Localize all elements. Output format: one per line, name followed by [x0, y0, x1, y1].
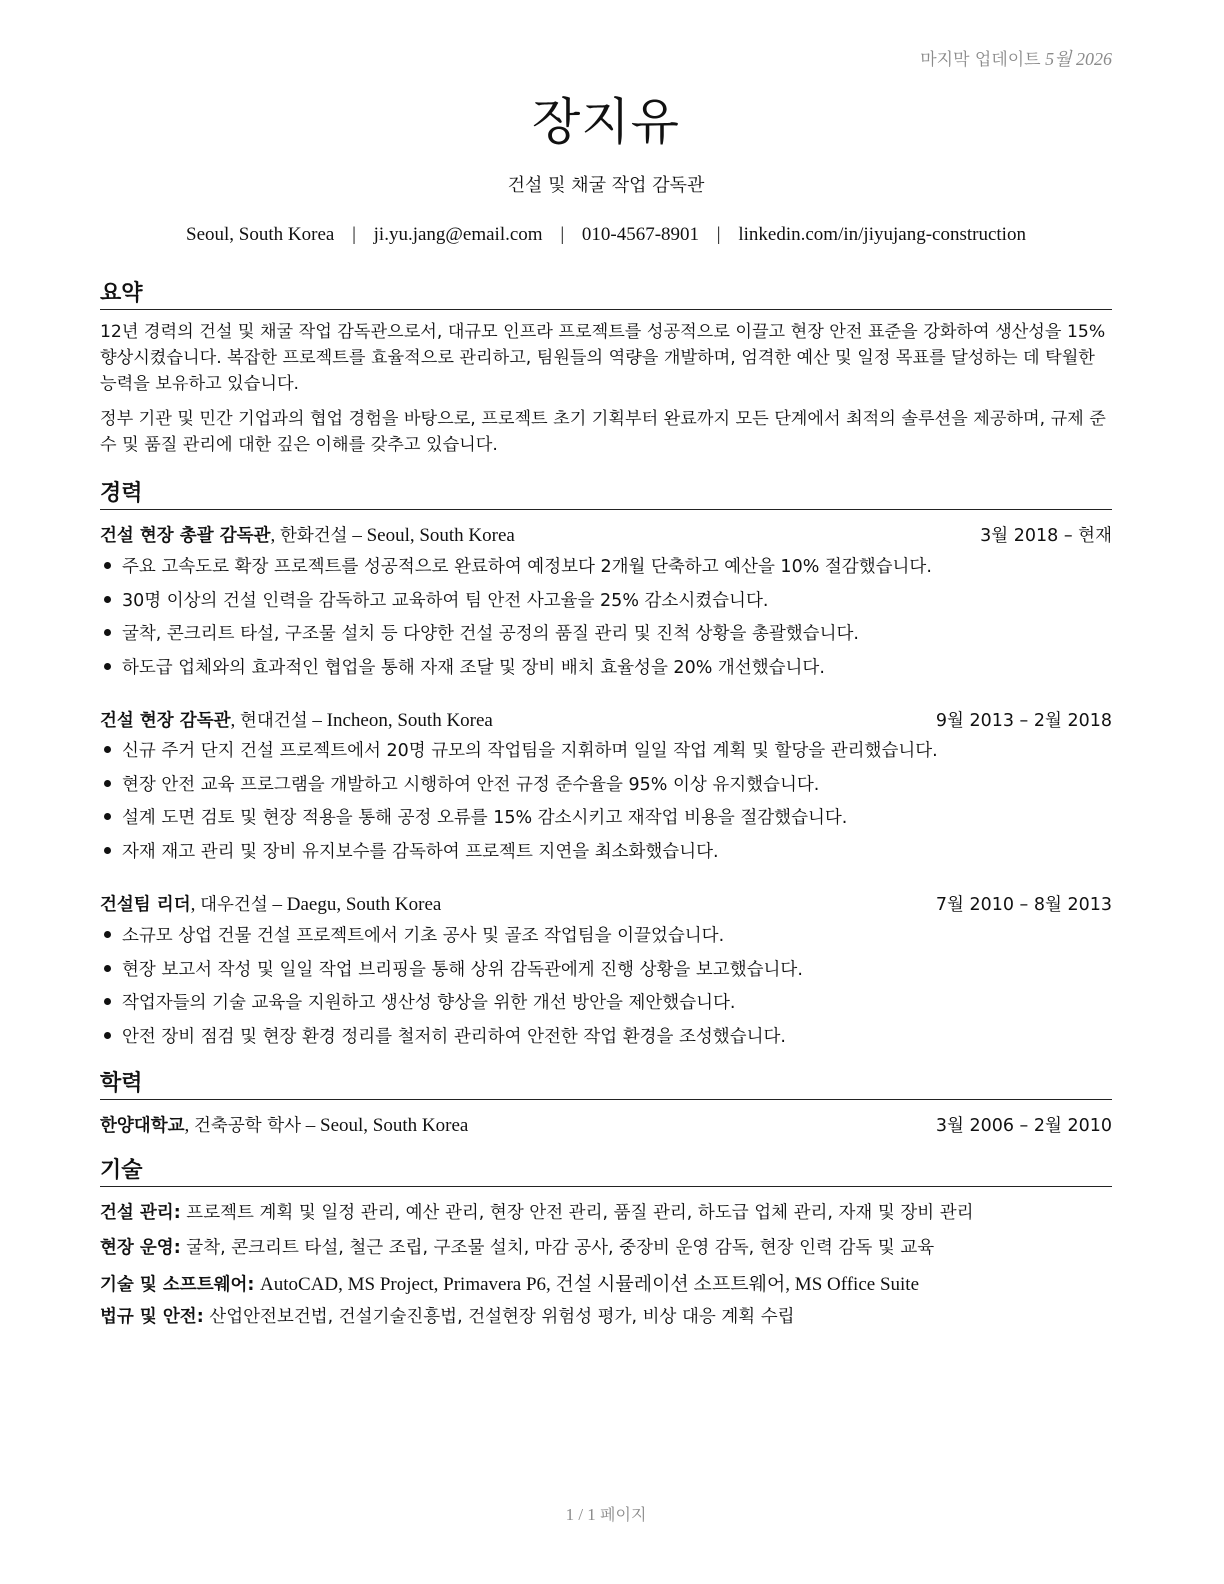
skill-label: 현장 운영:	[100, 1238, 181, 1258]
education-school: 한양대학교	[100, 1116, 185, 1136]
last-updated	[920, 45, 1112, 71]
job-location: Incheon, South Korea	[326, 710, 493, 731]
last-updated-label: 마지막 업데이트	[920, 50, 1041, 70]
contact-email[interactable]: ji.yu.jang@email.com	[373, 224, 543, 245]
list-item: 신규 주거 단지 건설 프로젝트에서 20명 규모의 작업팀을 지휘하며 일일 작업 계획 및 할당을 관리했습니다.	[100, 737, 1112, 771]
job-role: 건설팀 리더	[100, 895, 191, 915]
job-dates: 7월 2010 – 8월 2013	[935, 895, 1112, 915]
contact-phone[interactable]: 010-4567-8901	[581, 224, 700, 245]
contact-linkedin[interactable]: linkedin.com/in/jiyujang-construction	[738, 224, 1026, 245]
skill-line	[100, 1303, 1112, 1328]
list-item: 하도급 업체와의 효과적인 협업을 통해 자재 조달 및 장비 배치 효율성을 20% 개선했습니다.	[100, 654, 1112, 688]
list-item: 30명 이상의 건설 인력을 감독하고 교육하여 팀 안전 사고율을 25% 감소시켰습니다.	[100, 587, 1112, 621]
job-location: Daegu, South Korea	[286, 894, 442, 915]
job-role: 건설 현장 총괄 감독관	[100, 526, 271, 546]
job-bullets	[100, 553, 1112, 688]
page-number: 1 / 1	[565, 1505, 596, 1524]
education-degree: 건축공학 학사	[194, 1116, 302, 1136]
skill-value: AutoCAD, MS Project, Primavera P6, 건설 시뮬레이션 소프트웨어, MS Office Suite	[260, 1274, 919, 1295]
contact-line	[100, 224, 1112, 246]
page-label: 페이지	[600, 1505, 647, 1524]
job-company: 대우건설	[200, 895, 268, 915]
job-location: Seoul, South Korea	[366, 525, 515, 546]
candidate-name: 장지유	[532, 93, 680, 151]
list-item: 현장 안전 교육 프로그램을 개발하고 시행하여 안전 규정 준수율을 95% 이상 유지했습니다.	[100, 771, 1112, 805]
contact-location: Seoul, South Korea	[186, 224, 335, 245]
candidate-title: 건설 및 채굴 작업 감독관	[507, 175, 705, 196]
list-item: 굴착, 콘크리트 타설, 구조물 설치 등 다양한 건설 공정의 품질 관리 및 진척 상황을 총괄했습니다.	[100, 620, 1112, 654]
job-bullets	[100, 737, 1112, 872]
education-dates: 3월 2006 – 2월 2010	[935, 1116, 1112, 1136]
summary-paragraph: 12년 경력의 건설 및 채굴 작업 감독관으로서, 대규모 인프라 프로젝트를 성공적으로 이끌고 현장 안전 표준을 강화하여 생산성을 15% 향상시켰습니다. 복잡한 프로젝트를 효율적으로 관리하고, 팀원들의 역량을 개발하며, 엄격한 예산 및 일정 목표를 달성하는 데 탁월한 능력을 보유하고 있습니다.	[100, 322, 1106, 394]
job-company: 한화건설	[279, 526, 348, 546]
contact-separator: |	[716, 224, 721, 245]
list-item: 작업자들의 기술 교육을 지원하고 생산성 향상을 위한 개선 방안을 제안했습니다.	[100, 989, 1112, 1023]
list-item: 현장 보고서 작성 및 일일 작업 브리핑을 통해 상위 감독관에게 진행 상황을 보고했습니다.	[100, 956, 1112, 990]
skill-label: 법규 및 안전:	[100, 1307, 204, 1327]
summary-paragraph: 정부 기관 및 민간 기업과의 협업 경험을 바탕으로, 프로젝트 초기 기획부터 완료까지 모든 단계에서 최적의 솔루션을 제공하며, 규제 준수 및 품질 관리에 대한 깊은 이해를 갖추고 있습니다.	[100, 409, 1106, 455]
list-item: 소규모 상업 건물 건설 프로젝트에서 기초 공사 및 골조 작업팀을 이끌었습니다.	[100, 922, 1112, 956]
skill-label: 건설 관리:	[100, 1203, 181, 1223]
section-title-education: 학력	[100, 1066, 1112, 1100]
section-title-experience: 경력	[100, 476, 1112, 510]
section-title-skills: 기술	[100, 1153, 1112, 1187]
job-dates: 9월 2013 – 2월 2018	[935, 711, 1112, 731]
skill-line	[100, 1269, 1112, 1296]
list-item: 설계 도면 검토 및 현장 적용을 통해 공정 오류를 15% 감소시키고 재작업 비용을 절감했습니다.	[100, 804, 1112, 838]
skill-line	[100, 1199, 1112, 1224]
job-bullets	[100, 922, 1112, 1057]
job-dates: 3월 2018 – 현재	[980, 526, 1112, 546]
resume-page: 마지막 업데이트 5월 2026 장지유 건설 및 채굴 작업 감독관 Seoul, South Korea | ji.yu.jang@email.com | 010-4567-8901 | linkedin.com/in/jiyujang-construction 요약 12년 경력의 건설 및 채굴 작업 감독관으로서, 대규모 인프라 프로젝트를 성공적으로 이끌고 현장 안전 표준을 강화하여 생산성을 15% 향상시켰습니다. 복잡한 프로젝트를 효율적으로 관리하고, 팀원들의 역량을 개발하며, 엄격한 예산 및 일정 목표를 달성하는 데 탁월한 능력을 보유하고 있습니다. 정부 기관 및 민간 기업과의 협업 경험을 바탕으로, 프로젝트 초기 기획부터 완료까지 모든 단계에서 최적의 솔루션을 제공하며, 규제 준수 및 품질 관리에 대한 깊은 이해를 갖추고 있습니다. 경력 건설 현장 총괄 감독관, 한화건설 – Seoul, South Korea 3월 2018 – 현재 주요 고속도로 확장 프로젝트를 성공적으로 완료하여 예정보다 2개월 단축하고 예산을 10% 절감했습니다. 30명 이상의 건설 인력을 감독하고 교육하여 팀 안전 사고율을 25% 감소시켰습니다. 굴착, 콘크리트 타설, 구조물 설치 등 다양한 건설 공정의 품질 관리 및 진척 상황을 총괄했습니다. 하도급 업체와의 효과적인 협업을 통해 자재 조달 및 장비 배치 효율성을 20% 개선했습니다. 건설 현장 감독관, 현대건설 – Incheon, South Korea 9월 2013 – 2월 2018 신규 주거 단지 건설 프로젝트에서 20명 규모의 작업팀을 지휘하며 일일 작업 계획 및 할당을 관리했습니다. 현장 안전 교육 프로그램을 개발하고 시행하여 안전 규정 준수율을 95% 이상 유지했습니다. 설계 도면 검토 및 현장 적용을 통해 공정 오류를 15% 감소시키고 재작업 비용을 절감했습니다. 자재 재고 관리 및 장비 유지보수를 감독하여 프로젝트 지연을 최소화했습니다. 건설팀 리더, 대우건설 – Daegu, South Korea 7월 2010 – 8월 2013 소규모 상업 건물 건설 프로젝트에서 기초 공사 및 골조 작업팀을 이끌었습니다. 현장 보고서 작성 및 일일 작업 브리핑을 통해 상위 감독관에게 진행 상황을 보고했습니다. 작업자들의 기술 교육을 지원하고 생산성 향상을 위한 개선 방안을 제안했습니다. 안전 장비 점검 및 현장 환경 정리를 철저히 관리하여 안전한 작업 환경을 조성했습니다. 학력 한양대학교, 건축공학 학사 – Seoul, South Korea 3월 2006 – 2월 2010 기술 건설 관리: 프로젝트 계획 및 일정 관리, 예산 관리, 현장 안전 관리, 품질 관리, 하도급 업체 관리, 자재 및 장비 관리 현장 운영: 굴착, 콘크리트 타설, 철근 조립, 구조물 설치, 마감 공사, 중장비 운영 감독, 현장 인력 감독 및 교육 기술 및 소프트웨어: AutoCAD, MS Project, Primavera P6, 건설 시뮬레이션 소프트웨어, MS Office Suite 법규 및 안전: 산업안전보건법, 건설기술진흥법, 건설현장 위험성 평가, 비상 대응 계획 수립 1 / 1 페이지	[100, 0, 1112, 1584]
page-footer	[100, 1502, 1112, 1525]
list-item: 주요 고속도로 확장 프로젝트를 성공적으로 완료하여 예정보다 2개월 단축하고 예산을 10% 절감했습니다.	[100, 553, 1112, 587]
education-location: Seoul, South Korea	[320, 1115, 469, 1136]
skill-value: 산업안전보건법, 건설기술진흥법, 건설현장 위험성 평가, 비상 대응 계획 수립	[209, 1307, 795, 1327]
skill-value: 프로젝트 계획 및 일정 관리, 예산 관리, 현장 안전 관리, 품질 관리, 하도급 업체 관리, 자재 및 장비 관리	[186, 1203, 974, 1223]
list-item: 자재 재고 관리 및 장비 유지보수를 감독하여 프로젝트 지연을 최소화했습니다.	[100, 838, 1112, 872]
section-title-summary: 요약	[100, 276, 1112, 310]
list-item: 안전 장비 점검 및 현장 환경 정리를 철저히 관리하여 안전한 작업 환경을 조성했습니다.	[100, 1023, 1112, 1057]
skill-label: 기술 및 소프트웨어:	[100, 1275, 255, 1295]
job-role: 건설 현장 감독관	[100, 711, 231, 731]
skill-value: 굴착, 콘크리트 타설, 철근 조립, 구조물 설치, 마감 공사, 중장비 운영 감독, 현장 인력 감독 및 교육	[186, 1238, 935, 1258]
contact-separator: |	[560, 224, 565, 245]
job-company: 현대건설	[240, 711, 308, 731]
skill-line	[100, 1234, 1112, 1259]
last-updated-date: 5월 2026	[1045, 49, 1112, 69]
contact-separator: |	[352, 224, 356, 245]
